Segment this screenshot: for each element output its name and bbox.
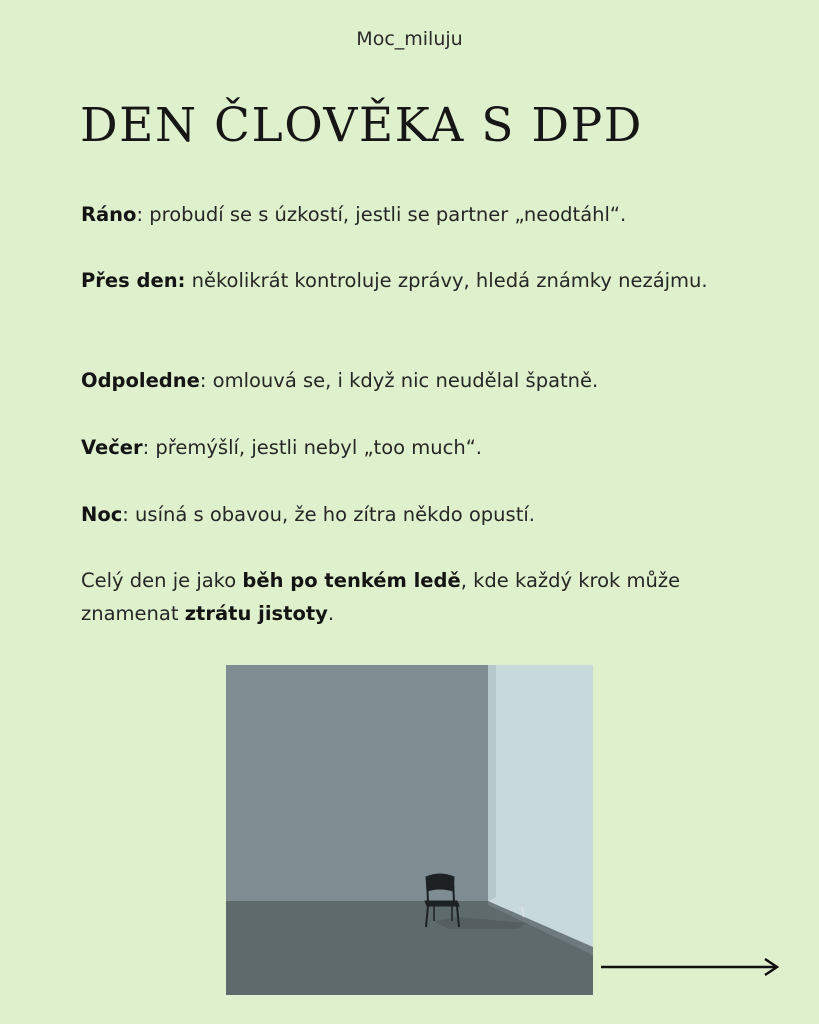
page-title: DEN ČLOVĚKA S DPD bbox=[80, 98, 643, 153]
schedule-label: Noc bbox=[81, 503, 123, 526]
schedule-label: Ráno bbox=[81, 203, 137, 226]
schedule-text: : usíná s obavou, že ho zítra někdo opustí. bbox=[122, 503, 535, 526]
schedule-morning bbox=[81, 198, 741, 231]
conclusion-text: , kde každý krok může znamenat bbox=[81, 569, 681, 625]
schedule-night bbox=[81, 498, 741, 531]
schedule-evening bbox=[81, 431, 741, 464]
schedule-text: : probudí se s úzkostí, jestli se partner „neodtáhl“. bbox=[136, 203, 627, 226]
conclusion-paragraph bbox=[81, 564, 741, 630]
schedule-label: Přes den: bbox=[81, 269, 186, 292]
conclusion-emphasis: běh po tenkém ledě bbox=[242, 569, 461, 592]
schedule-label: Odpoledne bbox=[81, 369, 200, 392]
arrow-right-icon[interactable] bbox=[601, 956, 781, 978]
schedule-text: několikrát kontroluje zprávy, hledá známky nezájmu. bbox=[185, 269, 708, 292]
account-handle: Moc_miluju bbox=[356, 28, 463, 50]
right-wall-shade bbox=[488, 665, 496, 901]
conclusion-text: Celý den je jako bbox=[81, 569, 243, 592]
empty-room-chair-illustration bbox=[226, 665, 593, 995]
schedule-text: : přemýšlí, jestli nebyl „too much“. bbox=[142, 436, 483, 459]
left-wall bbox=[226, 665, 488, 901]
conclusion-text: . bbox=[327, 602, 335, 625]
schedule-label: Večer bbox=[81, 436, 143, 459]
schedule-afternoon bbox=[81, 364, 741, 397]
conclusion-emphasis: ztrátu jistoty bbox=[184, 602, 328, 625]
schedule-text: : omlouvá se, i když nic neudělal špatně. bbox=[199, 369, 599, 392]
schedule-daytime bbox=[81, 264, 741, 297]
